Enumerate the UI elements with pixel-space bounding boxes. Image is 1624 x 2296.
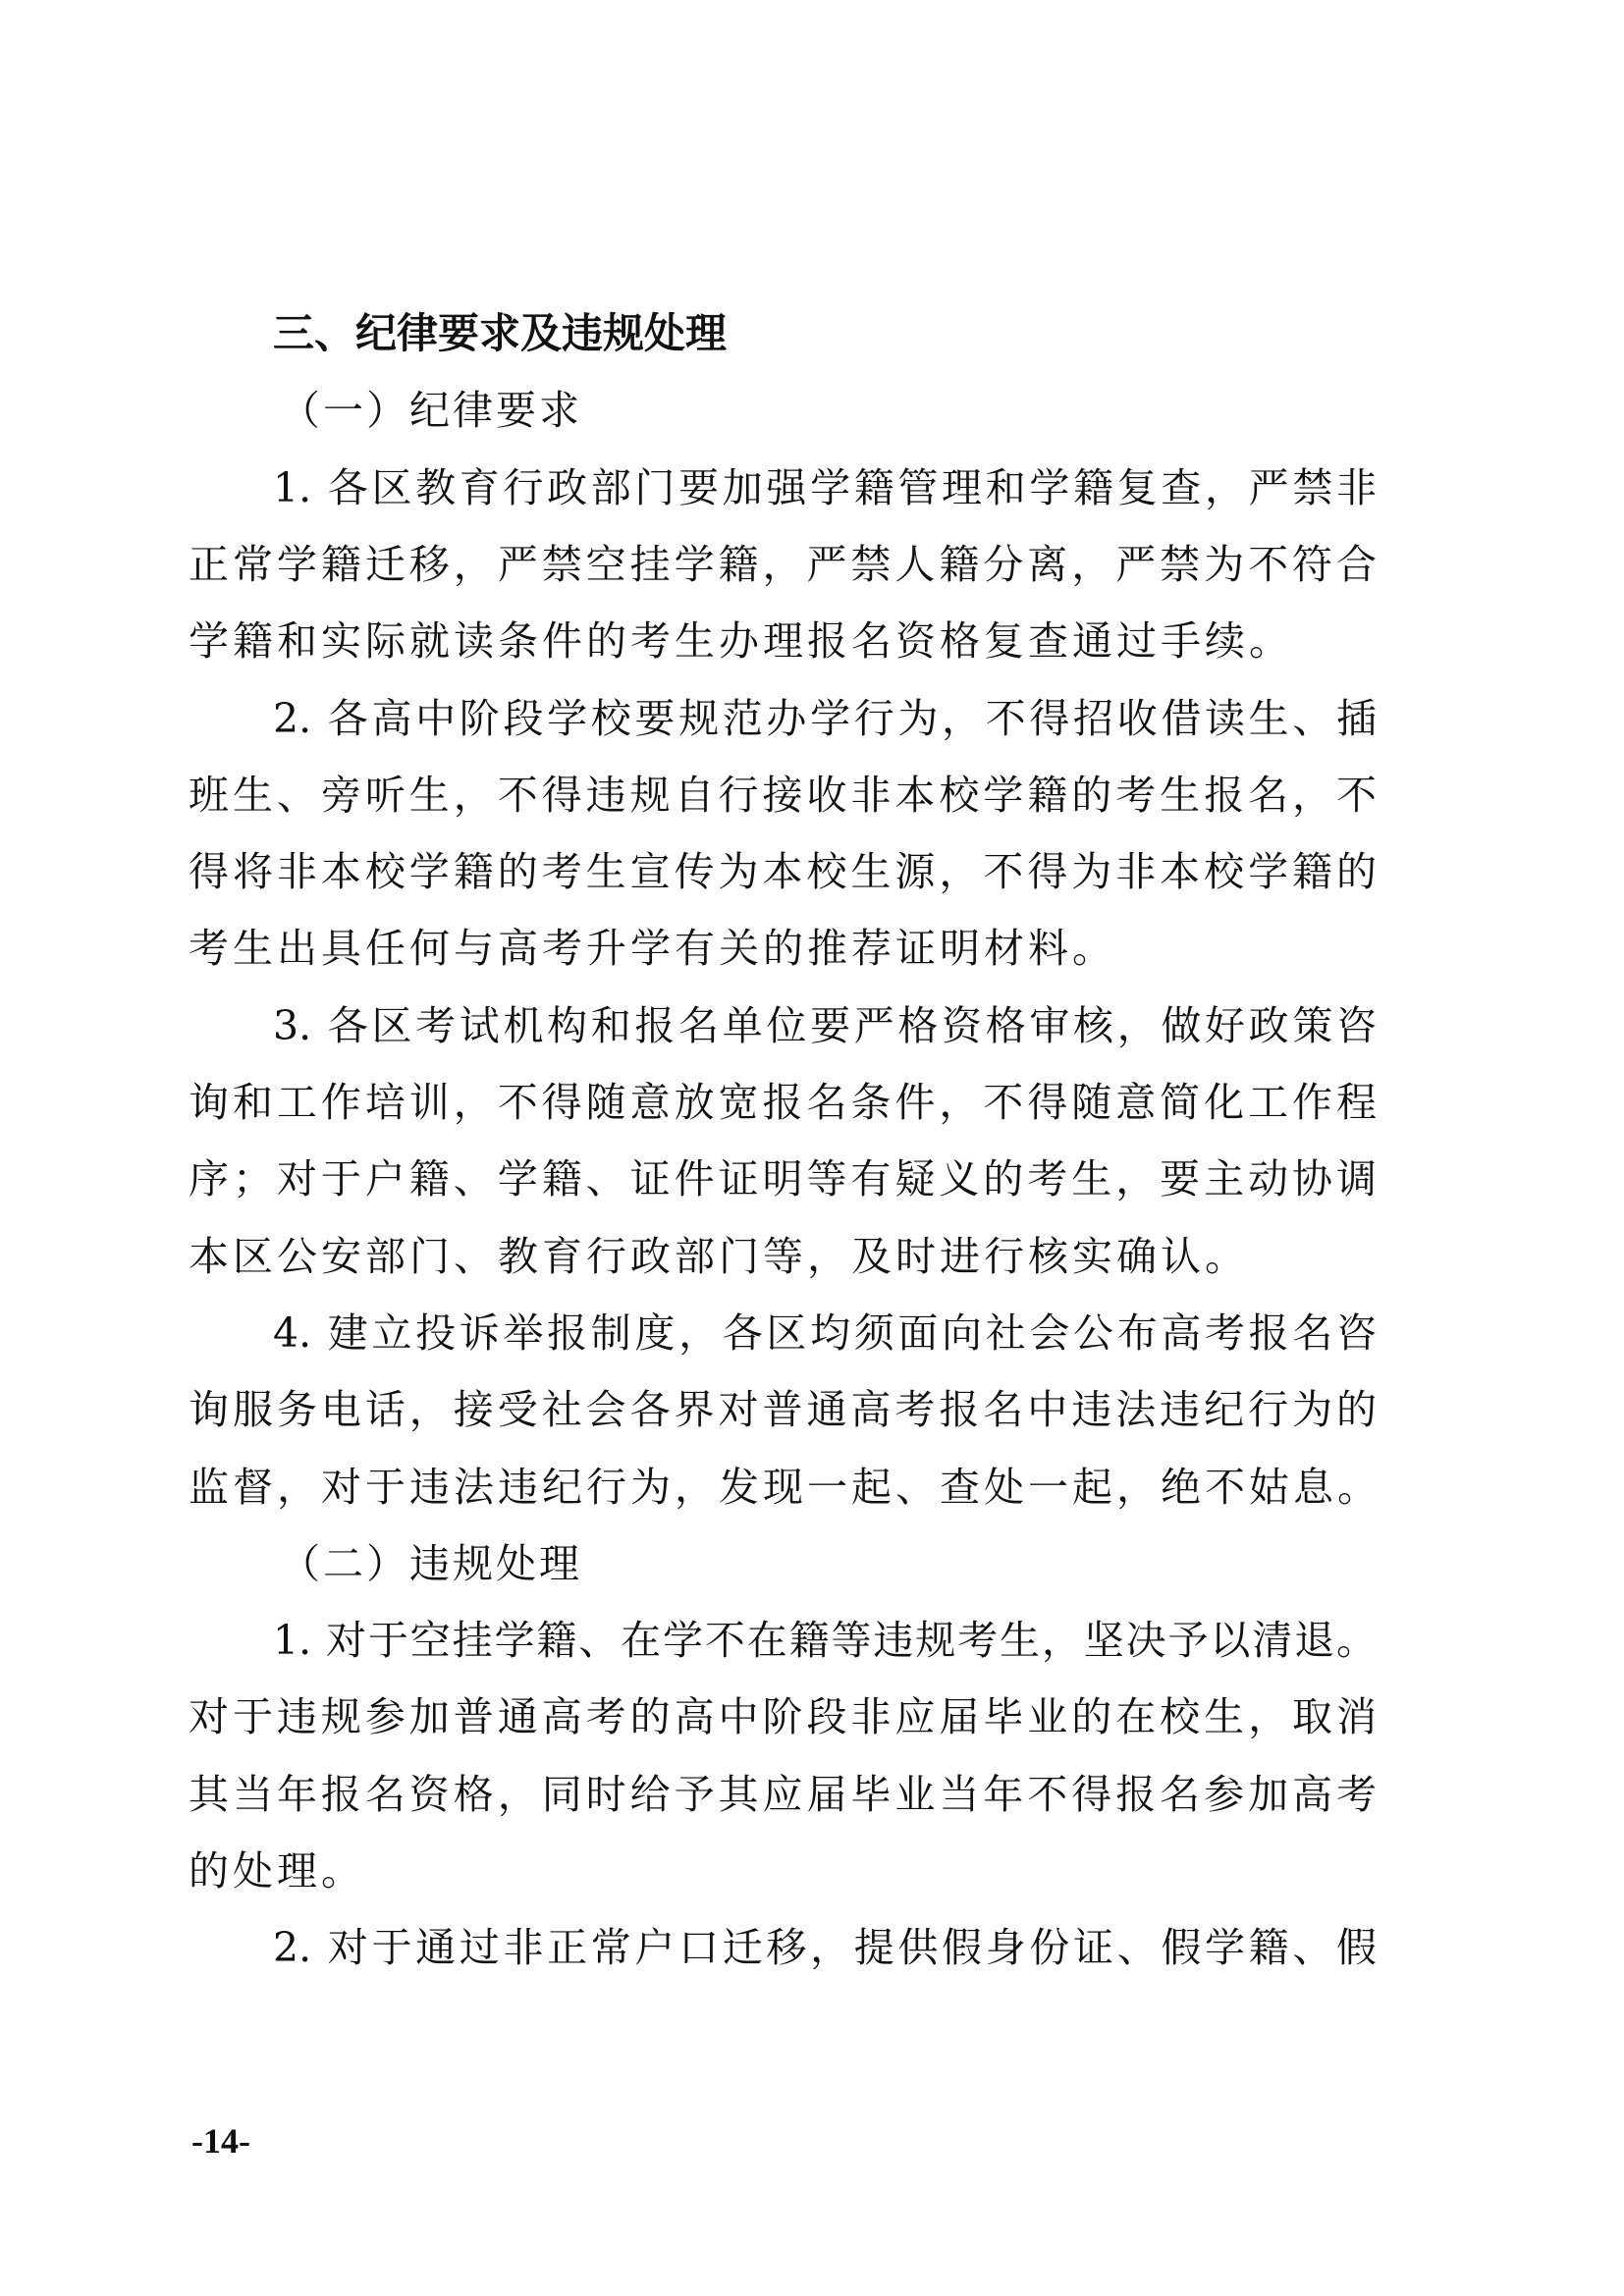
paragraph-line: 监督，对于违法违纪行为，发现一起、查处一起，绝不姑息。 [189,1463,1381,1511]
paragraph-line: 1. 各区教育行政部门要加强学籍管理和学籍复查，严禁非 [273,463,1377,511]
paragraph-line: 本区公安部门、教育行政部门等，及时进行核实确认。 [189,1232,1249,1280]
paragraph-line: 3. 各区考试机构和报名单位要严格资格审核，做好政策咨 [273,1001,1377,1049]
paragraph-line: 正常学籍迁移，严禁空挂学籍，严禁人籍分离，严禁为不符合 [189,540,1377,588]
paragraph-line: 1. 对于空挂学籍、在学不在籍等违规考生，坚决予以清退。 [273,1617,1377,1665]
section-heading: 三、纪律要求及违规处理 [273,309,728,357]
subsection-title: （一）纪律要求 [280,387,582,435]
paragraph-line: 4. 建立投诉举报制度，各区均须面向社会公布高考报名咨 [273,1308,1377,1357]
paragraph-line: 询和工作培训，不得随意放宽报名条件，不得随意简化工作程 [189,1079,1377,1126]
paragraph-line: 对于违规参加普通高考的高中阶段非应届毕业的在校生，取消 [189,1693,1377,1741]
paragraph-line: 班生、旁听生，不得违规自行接收非本校学籍的考生报名，不 [189,771,1377,819]
paragraph-line: 询服务电话，接受社会各界对普通高考报名中违法违纪行为的 [189,1386,1377,1434]
paragraph-line: 其当年报名资格，同时给予其应届毕业当年不得报名参加高考 [189,1770,1377,1818]
page-number: -14- [191,2121,250,2161]
paragraph-line: 序；对于户籍、学籍、证件证明等有疑义的考生，要主动协调 [189,1155,1377,1203]
subsection-title: （二）违规处理 [280,1539,582,1587]
paragraph-line: 的处理。 [189,1847,365,1895]
paragraph-line: 考生出具任何与高考升学有关的推荐证明材料。 [189,925,1116,973]
paragraph-line: 2. 各高中阶段学校要规范办学行为，不得招收借读生、插 [273,694,1377,742]
paragraph-line: 2. 对于通过非正常户口迁移，提供假身份证、假学籍、假 [273,1924,1377,1972]
paragraph-line: 得将非本校学籍的考生宣传为本校生源，不得为非本校学籍的 [189,848,1377,896]
paragraph-line: 学籍和实际就读条件的考生办理报名资格复查通过手续。 [189,617,1293,666]
